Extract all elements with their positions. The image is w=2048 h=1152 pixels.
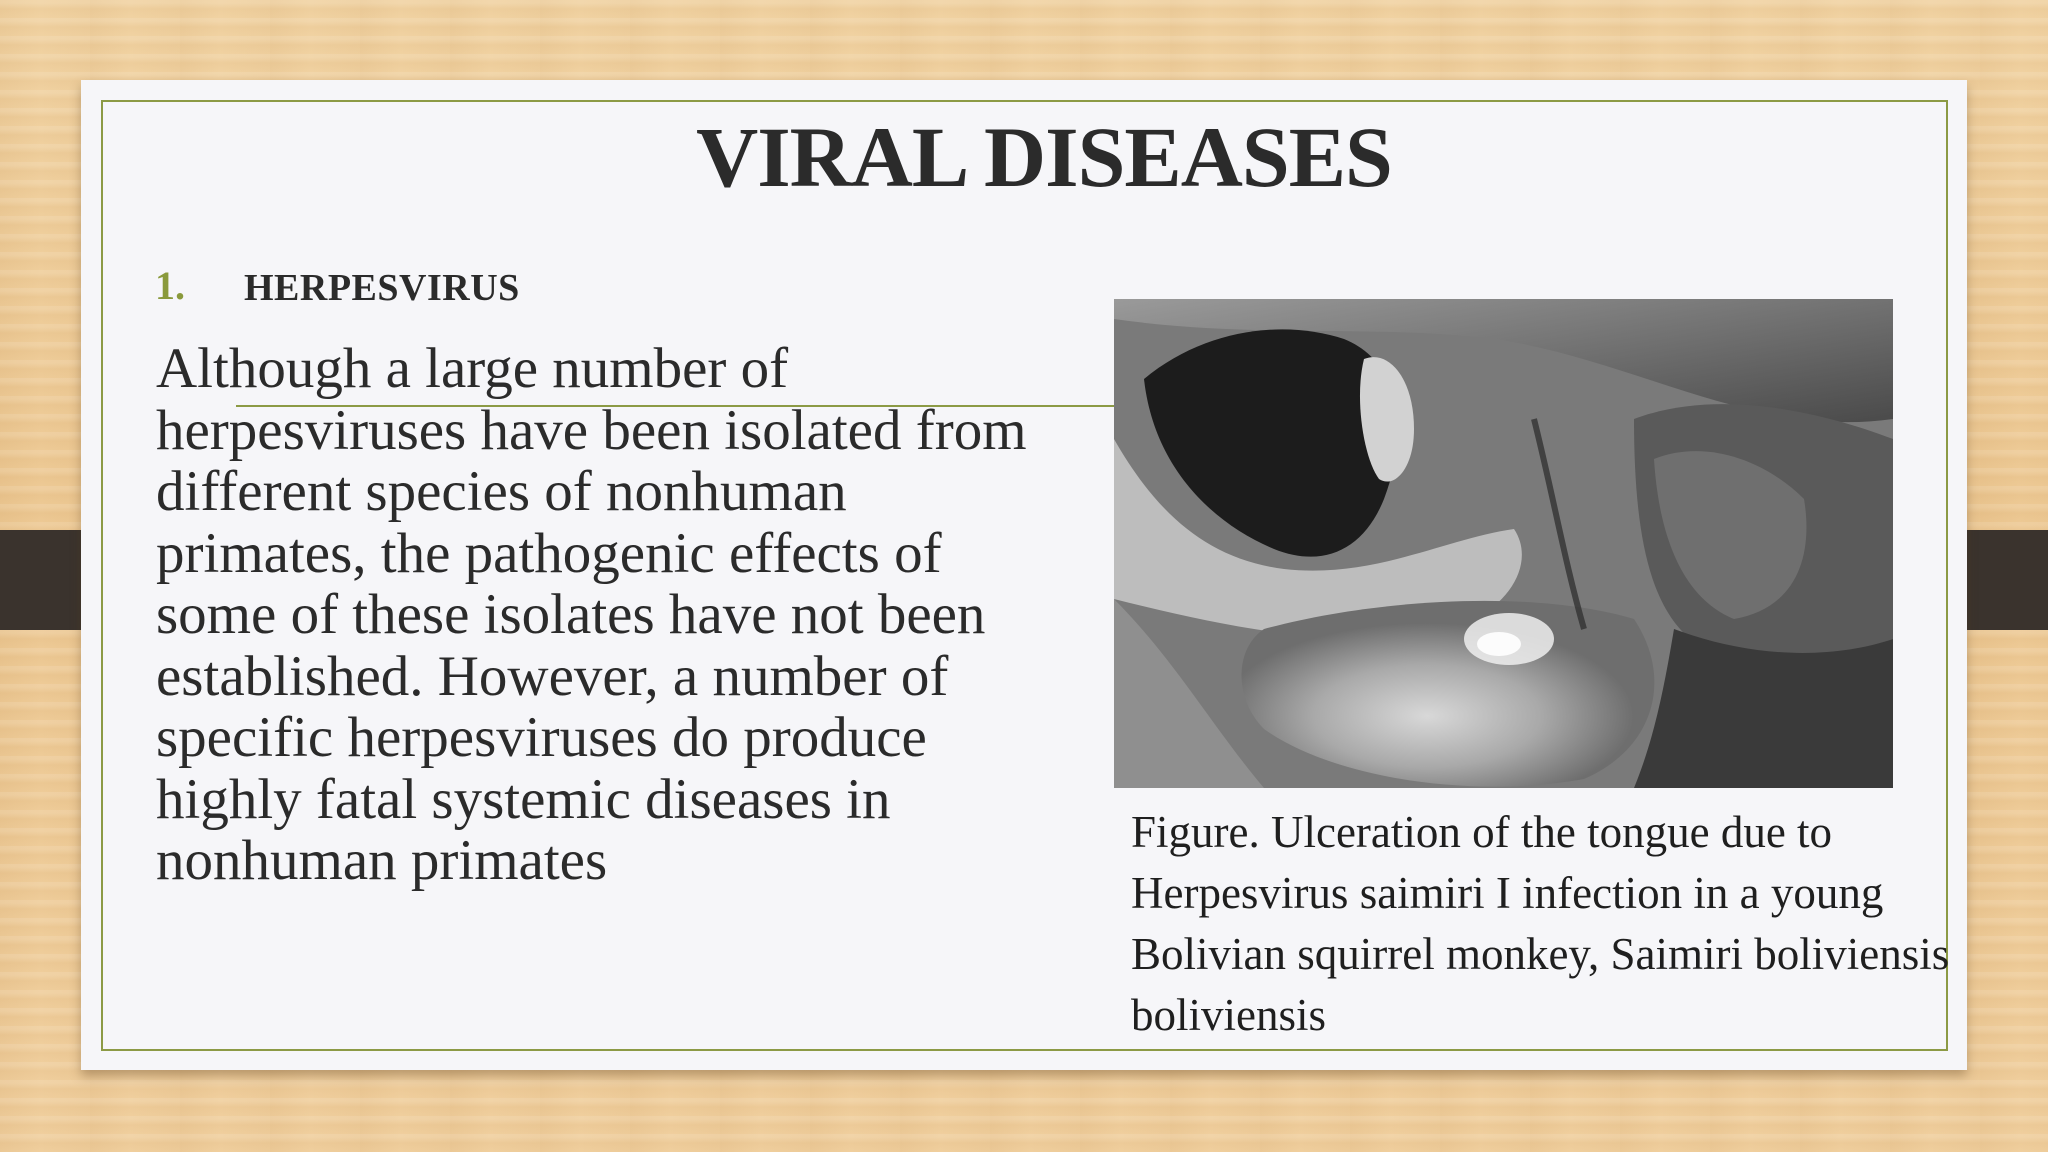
body-paragraph: Although a large number of herpesviruses have been isolated from different species of nonhuman primates, the pathogenic effects of some of these isolates have not been established. However, a number of specific herpesviruses do produce highly fatal systemic diseases in nonhuman primates [156, 337, 1027, 892]
section-heading: HERPESVIRUS [244, 267, 520, 309]
figure-caption: Figure. Ulceration of the tongue due to Herpesvirus saimiri I infection in a young Bolivian squirrel monkey, Saimiri boliviensis boliviensis [1131, 807, 1950, 1040]
slide-title: VIRAL DISEASES [696, 109, 1392, 205]
tongue-ulceration-photo [1114, 299, 1893, 788]
slide [81, 80, 1967, 1070]
section-number: 1. [155, 263, 185, 308]
